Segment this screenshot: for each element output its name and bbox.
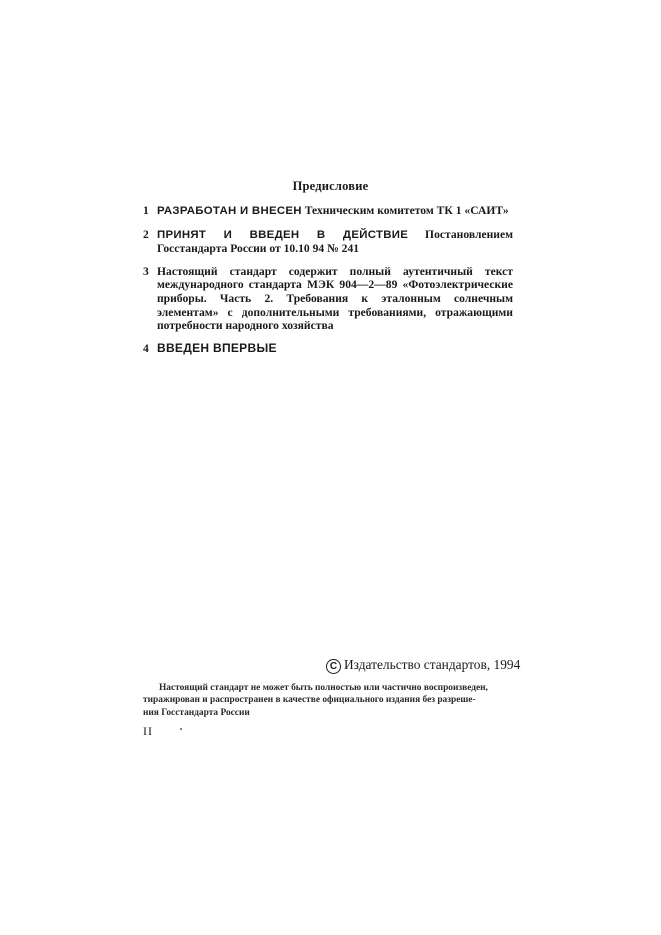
page-number: II <box>143 724 153 738</box>
item-text: Постановлением Госстандарта России от 10.10 94 № 241 <box>157 227 513 256</box>
copyright-icon: C <box>326 659 341 674</box>
scan-speck <box>180 728 182 730</box>
preface-title: Предисловие <box>292 179 369 193</box>
notice-line: ния Госстандарта России <box>143 707 250 718</box>
item-lead: ПРИНЯТ И ВВЕДЕН В ДЕЙСТВИЕ <box>157 228 409 241</box>
item-lead: РАЗРАБОТАН И ВНЕСЕН <box>157 205 302 217</box>
item-number: 3 <box>143 264 149 278</box>
item-number: 2 <box>143 227 149 241</box>
item-text: Техническим комитетом ТК 1 «САИТ» <box>301 204 509 217</box>
list-item <box>143 204 513 219</box>
reproduction-notice <box>143 682 509 719</box>
notice-line: Настоящий стандарт не может быть полностью или частично воспроизведен, <box>159 683 488 693</box>
item-text: Настоящий стандарт содержит полный аутентичный текст международного стандарта МЭК 904—2—89 «Фотоэлектрические приборы. Часть 2. Требования к эталонным солнечным элементам» с дополнительными требованиями, отражающими потребности народного хозяйства <box>157 264 513 333</box>
preface-items-list <box>143 204 513 364</box>
item-lead: ВВЕДЕН ВПЕРВЫЕ <box>157 340 277 355</box>
notice-line: тиражирован и распространен в качестве официального издания без разреше- <box>143 695 476 706</box>
item-number: 4 <box>143 341 149 355</box>
list-item <box>143 265 513 333</box>
list-item <box>143 228 513 256</box>
copyright-line <box>326 657 520 674</box>
copyright-text: Издательство стандартов, 1994 <box>344 657 521 672</box>
item-number: 1 <box>143 204 149 217</box>
list-item <box>143 342 513 356</box>
